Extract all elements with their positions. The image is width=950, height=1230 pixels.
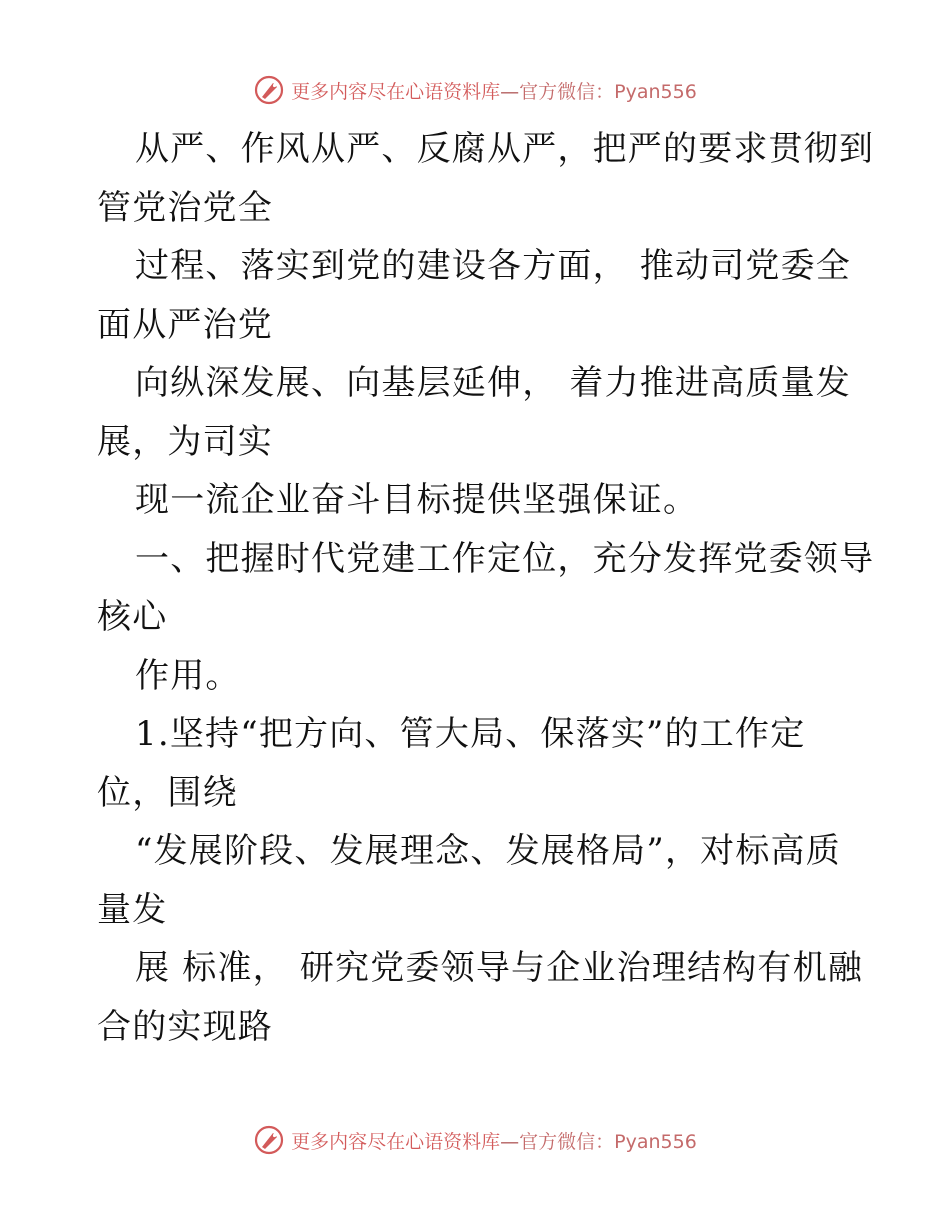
text-line: 作用。 [135,655,241,696]
text-line: 1.坚持“把方向、管大局、保落实”的工作定 [135,714,806,754]
watermark-text [291,1127,697,1154]
text-line: “发展阶段、发展理念、发展格局”，对标高质 [135,831,841,871]
text-line: 位，围绕 [97,772,238,813]
pen-nib-logo-icon [253,74,285,106]
text-line: 展，为司实 [97,421,273,462]
text-line: 核心 [97,597,168,637]
watermark-brand: 更多内容尽在心语资料库 [291,1130,501,1153]
document-body [97,120,875,1056]
watermark-text [291,77,697,104]
text-line: 管党治党全 [97,187,273,228]
text-line: 一、把握时代党建工作定位，充分发挥党委领导 [135,538,875,579]
text-line: 过程、落实到党的建设各方面， 推动司党委全 [135,246,852,286]
footer-watermark [0,1122,950,1158]
watermark-brand: 更多内容尽在心语资料库 [291,80,501,103]
text-line: 从严、作风从严、反腐从严，把严的要求贯彻到 [135,129,875,169]
text-line: 面从严治党 [97,304,273,345]
header-watermark [0,72,950,108]
text-line: 量发 [97,889,168,930]
watermark-separator: — [500,80,520,103]
text-line: 现一流企业奋斗目标提供坚强保证。 [135,480,699,520]
text-line: 向纵深发展、向基层延伸， 着力推进高质量发 [135,363,852,403]
watermark-contact: 官方微信：Pyan556 [519,80,697,103]
pen-nib-logo-icon [253,1124,285,1156]
text-line: 合的实现路 [97,1006,273,1047]
watermark-contact: 官方微信：Pyan556 [519,1130,697,1153]
watermark-separator: — [500,1130,520,1153]
text-line: 展 标准， 研究党委领导与企业治理结构有机融 [135,948,864,988]
